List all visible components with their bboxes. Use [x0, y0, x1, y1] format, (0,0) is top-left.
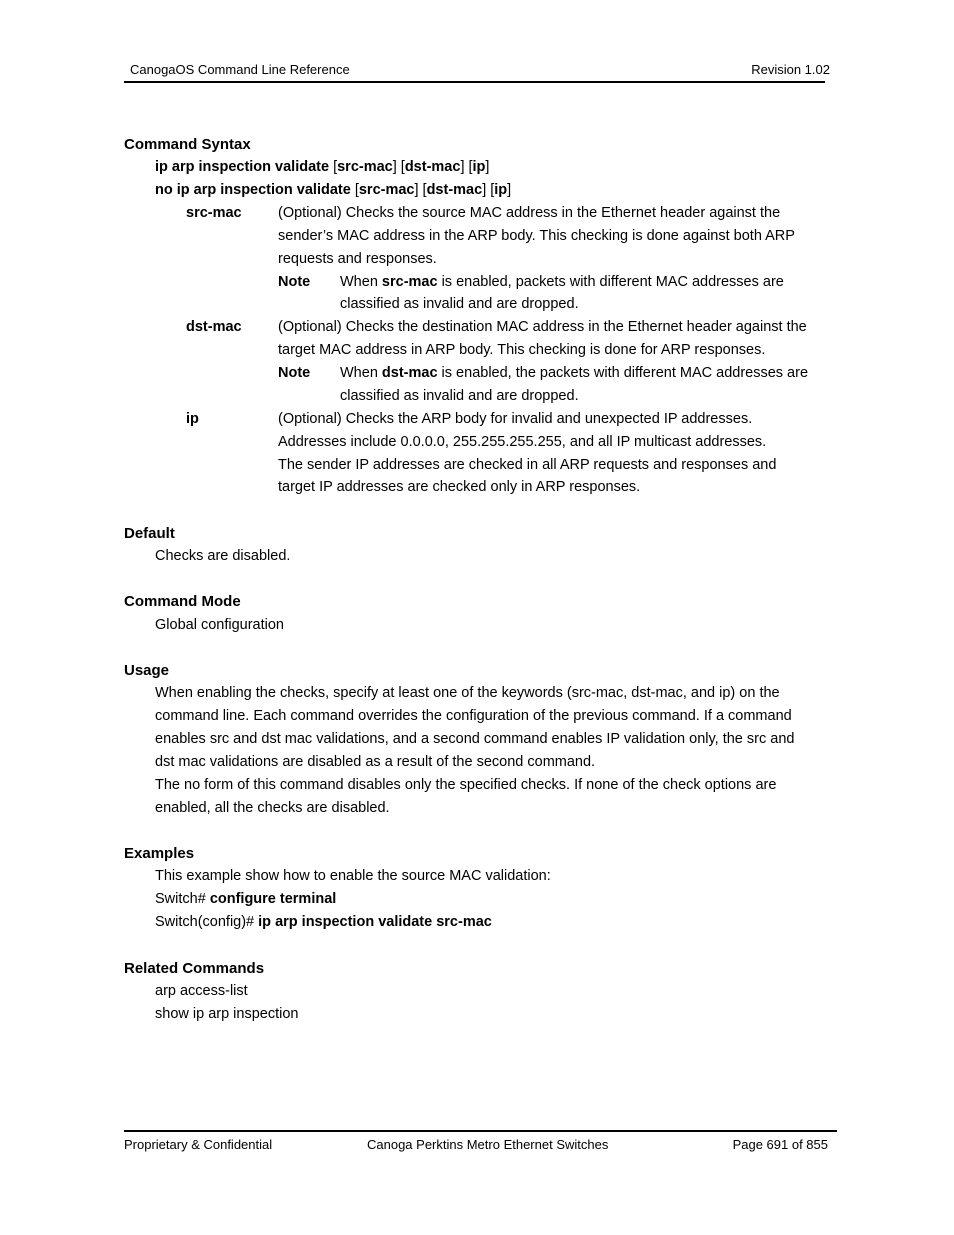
default-text: Checks are disabled. [155, 548, 291, 564]
usage-line: command line. Each command overrides the configuration of the previous command. If a command [155, 708, 792, 724]
note-text: When dst-mac is enabled, the packets with different MAC addresses are [340, 365, 809, 381]
footer-product: Canoga Perktins Metro Ethernet Switches [367, 1137, 609, 1152]
header-revision: Revision 1.02 [751, 62, 830, 77]
footer-rule [124, 1130, 837, 1132]
usage-heading: Usage [124, 662, 170, 679]
syntax-heading: Command Syntax [124, 136, 251, 153]
note-label: Note [278, 274, 311, 290]
note-text: classified as invalid and are dropped. [340, 296, 579, 312]
param-desc-line: (Optional) Checks the destination MAC address in the Ethernet header against the [278, 319, 807, 335]
syntax-command: ip arp inspection validate [src-mac] [dst-mac] [ip] [155, 159, 490, 175]
example-line: Switch(config)# ip arp inspection validate src-mac [155, 914, 492, 930]
related-item: show ip arp inspection [155, 1006, 299, 1022]
related-item: arp access-list [155, 983, 248, 999]
related-heading: Related Commands [124, 960, 265, 977]
note-label: Note [278, 365, 311, 381]
examples-heading: Examples [124, 845, 195, 862]
param-desc-line: (Optional) Checks the source MAC address in the Ethernet header against the [278, 205, 781, 221]
header-rule [124, 81, 825, 83]
header-title: CanogaOS Command Line Reference [130, 62, 350, 77]
param-dst-mac: dst-mac [186, 319, 242, 335]
syntax-no-command: no ip arp inspection validate [src-mac] [dst-mac] [ip] [155, 182, 512, 198]
param-desc-line: sender’s MAC address in the ARP body. This checking is done against both ARP [278, 228, 795, 244]
param-desc-line: target IP addresses are checked only in ARP responses. [278, 479, 641, 495]
param-desc-line: requests and responses. [278, 251, 437, 267]
example-line: Switch# configure terminal [155, 891, 337, 907]
usage-line: The no form of this command disables only the specified checks. If none of the check options are [155, 777, 777, 793]
usage-line: When enabling the checks, specify at least one of the keywords (src-mac, dst-mac, and ip) on the [155, 685, 780, 701]
footer-confidential: Proprietary & Confidential [124, 1137, 273, 1152]
default-heading: Default [124, 525, 175, 542]
note-text: When src-mac is enabled, packets with different MAC addresses are [340, 274, 784, 290]
param-desc-line: The sender IP addresses are checked in all ARP requests and responses and [278, 457, 777, 473]
param-ip: ip [186, 411, 199, 427]
param-src-mac: src-mac [186, 205, 242, 221]
note-text: classified as invalid and are dropped. [340, 388, 579, 404]
examples-intro: This example show how to enable the source MAC validation: [155, 868, 551, 884]
param-desc-line: (Optional) Checks the ARP body for invalid and unexpected IP addresses. [278, 411, 753, 427]
usage-line: enables src and dst mac validations, and a second command enables IP validation only, the src and [155, 731, 795, 747]
mode-heading: Command Mode [124, 593, 241, 610]
param-desc-line: target MAC address in ARP body. This checking is done for ARP responses. [278, 342, 766, 358]
mode-text: Global configuration [155, 617, 284, 633]
footer-page-number: Page 691 of 855 [732, 1137, 828, 1152]
param-desc-line: Addresses include 0.0.0.0, 255.255.255.255, and all IP multicast addresses. [278, 434, 767, 450]
usage-line: enabled, all the checks are disabled. [155, 800, 390, 816]
usage-line: dst mac validations are disabled as a result of the second command. [155, 754, 596, 770]
